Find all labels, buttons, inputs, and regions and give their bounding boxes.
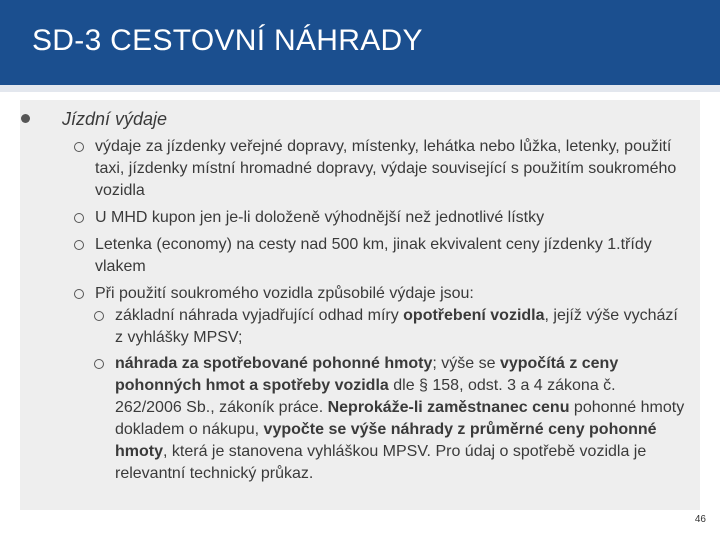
sub-item-bold: vypočte se výše náhrady z průměrné ceny pohonné hmoty bbox=[115, 421, 657, 460]
list-item-text: Letenka (economy) na cesty nad 500 km, jinak ekvivalent ceny jízdenky 1.třídy vlakem bbox=[95, 236, 652, 275]
sub-item-text: , jejíž výše vychází z vyhlášky MPSV; bbox=[115, 307, 678, 346]
sub-item-text: , která je stanovena vyhláškou MPSV. Pro údaj o spotřebě vozidla je relevantní technický průkaz. bbox=[115, 443, 647, 482]
list-item-text: výdaje za jízdenky veřejné dopravy, místenky, lehátka nebo lůžka, letenky, použití taxi, jízdenky místní hromadné dopravy, výdaje související s použitím soukromého vozidla bbox=[95, 138, 677, 199]
ring-bullet-icon bbox=[74, 213, 84, 223]
sub-item-text: dle § 158, odst. 3 a 4 zákona č. 262/2006 Sb., zákoník práce. bbox=[115, 377, 616, 416]
ring-bullet-icon bbox=[74, 142, 84, 152]
list-item bbox=[95, 136, 685, 202]
sub-item-text: pohonné hmoty dokladem o nákupu, bbox=[115, 399, 685, 438]
sub-item-text: základní náhrada vyjadřující odhad míry bbox=[115, 307, 404, 324]
header-divider bbox=[0, 85, 720, 92]
bullet-list-level2 bbox=[95, 136, 685, 490]
slide-header bbox=[0, 0, 720, 85]
sub-item-text: ; výše se bbox=[432, 355, 500, 372]
ring-bullet-icon bbox=[94, 359, 104, 369]
ring-bullet-icon bbox=[74, 240, 84, 250]
filled-bullet-icon bbox=[21, 114, 30, 123]
bullet-list-level3 bbox=[115, 305, 685, 485]
sub-item-bold: opotřebení vozidla bbox=[403, 307, 545, 324]
list-item bbox=[95, 234, 685, 278]
sub-list-item bbox=[115, 305, 685, 349]
page-number: 46 bbox=[694, 514, 706, 525]
list-item bbox=[95, 207, 685, 229]
sub-item-bold: náhrada za spotřebované pohonné hmoty bbox=[115, 355, 433, 372]
ring-bullet-icon bbox=[74, 289, 84, 299]
ring-bullet-icon bbox=[94, 311, 104, 321]
list-item bbox=[95, 283, 685, 485]
sub-item-bold: vypočítá z ceny pohonných hmot a spotřeby vozidla bbox=[115, 355, 619, 394]
list-item-text: Při použití soukromého vozidla způsobilé výdaje jsou: bbox=[95, 285, 474, 302]
sub-list-item bbox=[115, 353, 685, 485]
slide-title: SD-3 CESTOVNÍ NÁHRADY bbox=[32, 24, 423, 57]
bullet-level1-text: Jízdní výdaje bbox=[62, 109, 168, 129]
sub-item-bold: Neprokáže-li zaměstnanec cenu bbox=[327, 399, 570, 416]
list-item-text: U MHD kupon jen je-li doloženě výhodnější než jednotlivé lístky bbox=[95, 209, 545, 226]
